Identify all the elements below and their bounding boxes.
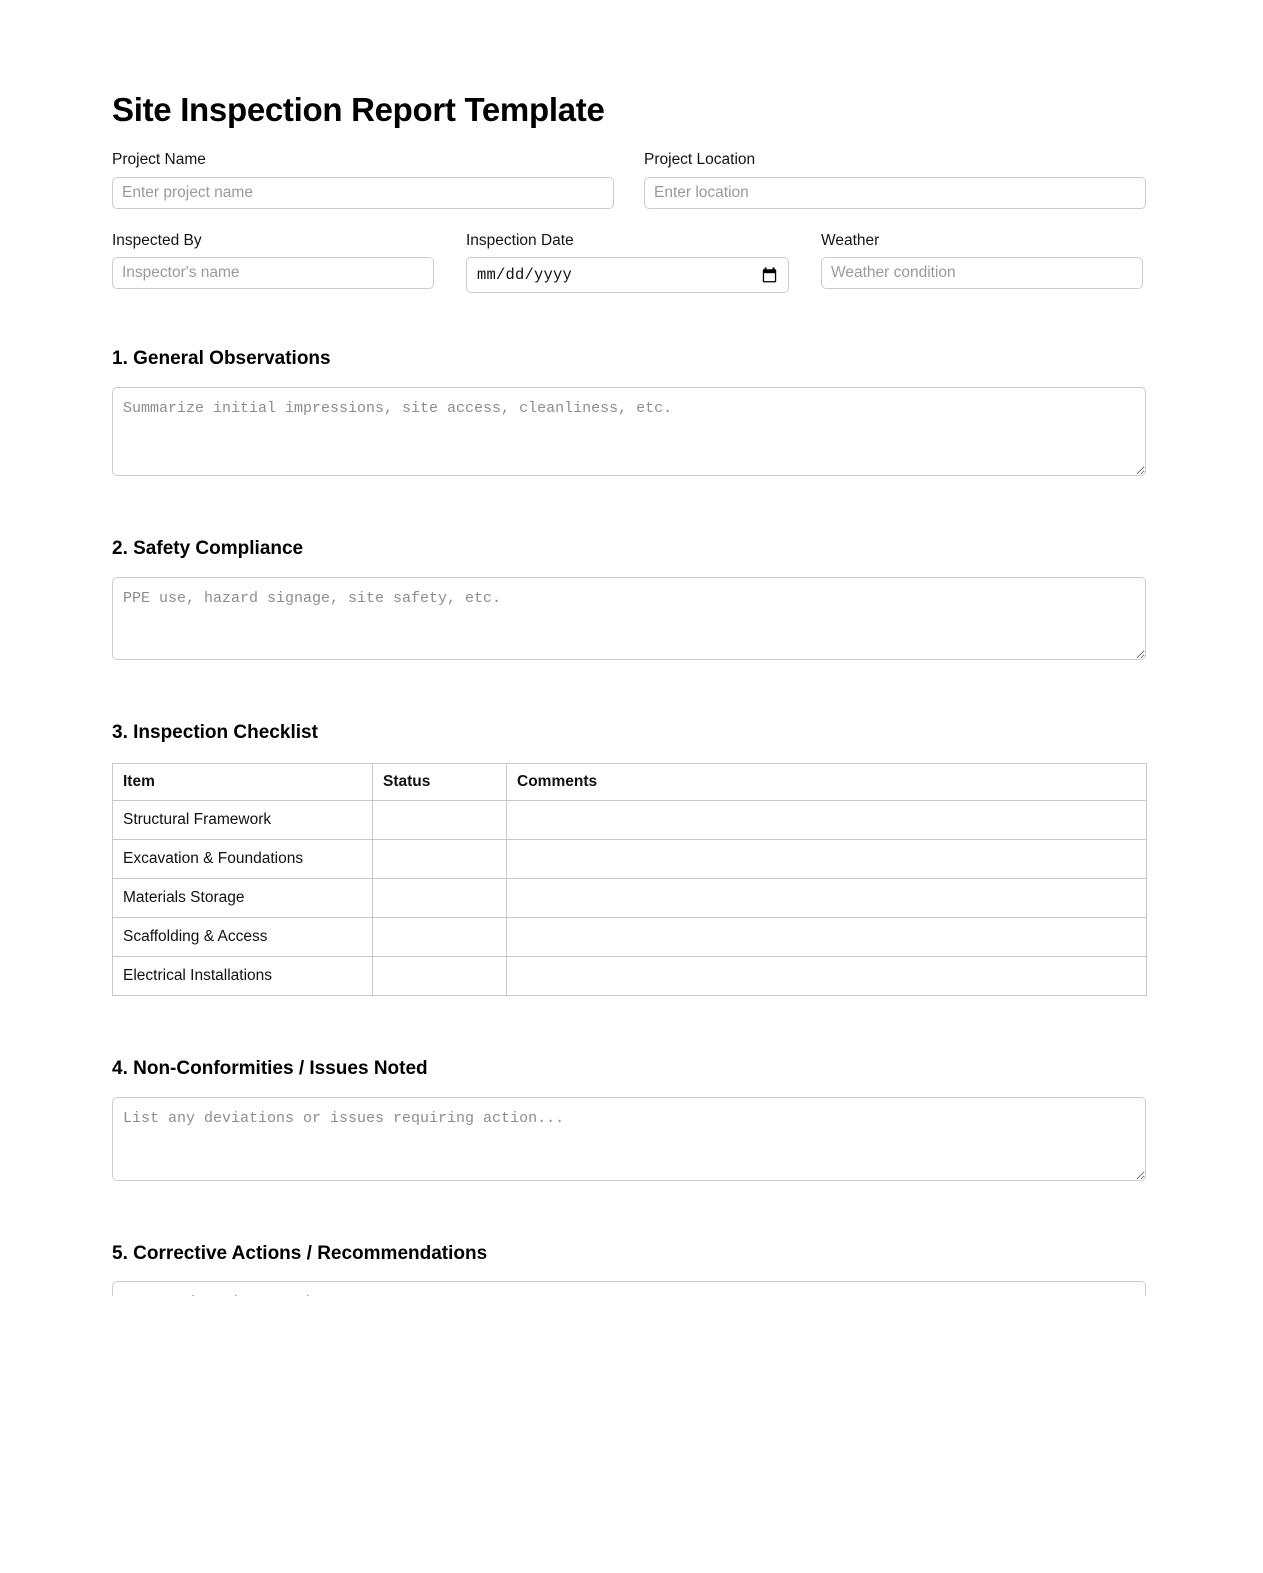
cell-status[interactable]: [373, 917, 507, 956]
field-project-location: [644, 151, 1146, 209]
table-row: [113, 956, 1147, 995]
project-name-label: Project Name: [112, 151, 206, 169]
project-name-input[interactable]: [112, 177, 614, 209]
section-heading-non-conformities: 4. Non-Conformities / Issues Noted: [112, 1057, 428, 1079]
table-header-row: [113, 763, 1147, 800]
cell-item: Scaffolding & Access: [113, 917, 373, 956]
inspection-date-input[interactable]: [466, 257, 789, 293]
project-location-input[interactable]: [644, 177, 1146, 209]
inspected-by-input[interactable]: [112, 257, 434, 289]
cell-comments[interactable]: [507, 839, 1147, 878]
safety-compliance-textarea[interactable]: [112, 577, 1146, 660]
field-row-2: [112, 232, 1147, 294]
non-conformities-textarea[interactable]: [112, 1097, 1146, 1181]
page-title: Site Inspection Report Template: [112, 91, 605, 128]
cell-status[interactable]: [373, 800, 507, 839]
column-header-comments: Comments: [507, 763, 1147, 800]
weather-input[interactable]: [821, 257, 1143, 289]
field-row-1: [112, 151, 1147, 209]
cell-item: Electrical Installations: [113, 956, 373, 995]
calendar-icon[interactable]: [762, 267, 777, 283]
cell-status[interactable]: [373, 956, 507, 995]
cell-comments[interactable]: [507, 917, 1147, 956]
field-project-name: [112, 151, 614, 209]
cell-status[interactable]: [373, 878, 507, 917]
cell-comments[interactable]: [507, 878, 1147, 917]
column-header-status: Status: [373, 763, 507, 800]
date-input-box[interactable]: [466, 257, 789, 293]
inspection-checklist-table: [112, 763, 1147, 996]
cell-item: Materials Storage: [113, 878, 373, 917]
table-header: [113, 763, 1147, 800]
form-content: [112, 0, 1147, 1341]
section-heading-inspection-checklist: 3. Inspection Checklist: [112, 722, 318, 744]
section-heading-corrective-actions: 5. Corrective Actions / Recommendations: [112, 1242, 488, 1264]
date-placeholder-text: mm/dd/yyyy: [477, 266, 573, 285]
cell-status[interactable]: [373, 839, 507, 878]
inspection-date-label: Inspection Date: [466, 231, 574, 249]
cell-item: Excavation & Foundations: [113, 839, 373, 878]
inspected-by-label: Inspected By: [112, 231, 202, 249]
general-observations-textarea[interactable]: [112, 387, 1146, 476]
project-location-label: Project Location: [644, 151, 756, 169]
table-row: [113, 839, 1147, 878]
field-inspection-date: [466, 232, 789, 294]
column-header-item: Item: [113, 763, 373, 800]
field-weather: [821, 232, 1143, 294]
cell-item: Structural Framework: [113, 800, 373, 839]
cell-comments[interactable]: [507, 800, 1147, 839]
page-break-whitespace: [0, 1296, 1263, 1573]
table-body: [113, 800, 1147, 995]
cell-comments[interactable]: [507, 956, 1147, 995]
section-heading-general-observations: 1. General Observations: [112, 348, 331, 370]
table-row: [113, 878, 1147, 917]
weather-label: Weather: [821, 231, 880, 249]
table-row: [113, 917, 1147, 956]
table-row: [113, 800, 1147, 839]
field-inspected-by: [112, 232, 434, 294]
section-heading-safety-compliance: 2. Safety Compliance: [112, 538, 304, 560]
